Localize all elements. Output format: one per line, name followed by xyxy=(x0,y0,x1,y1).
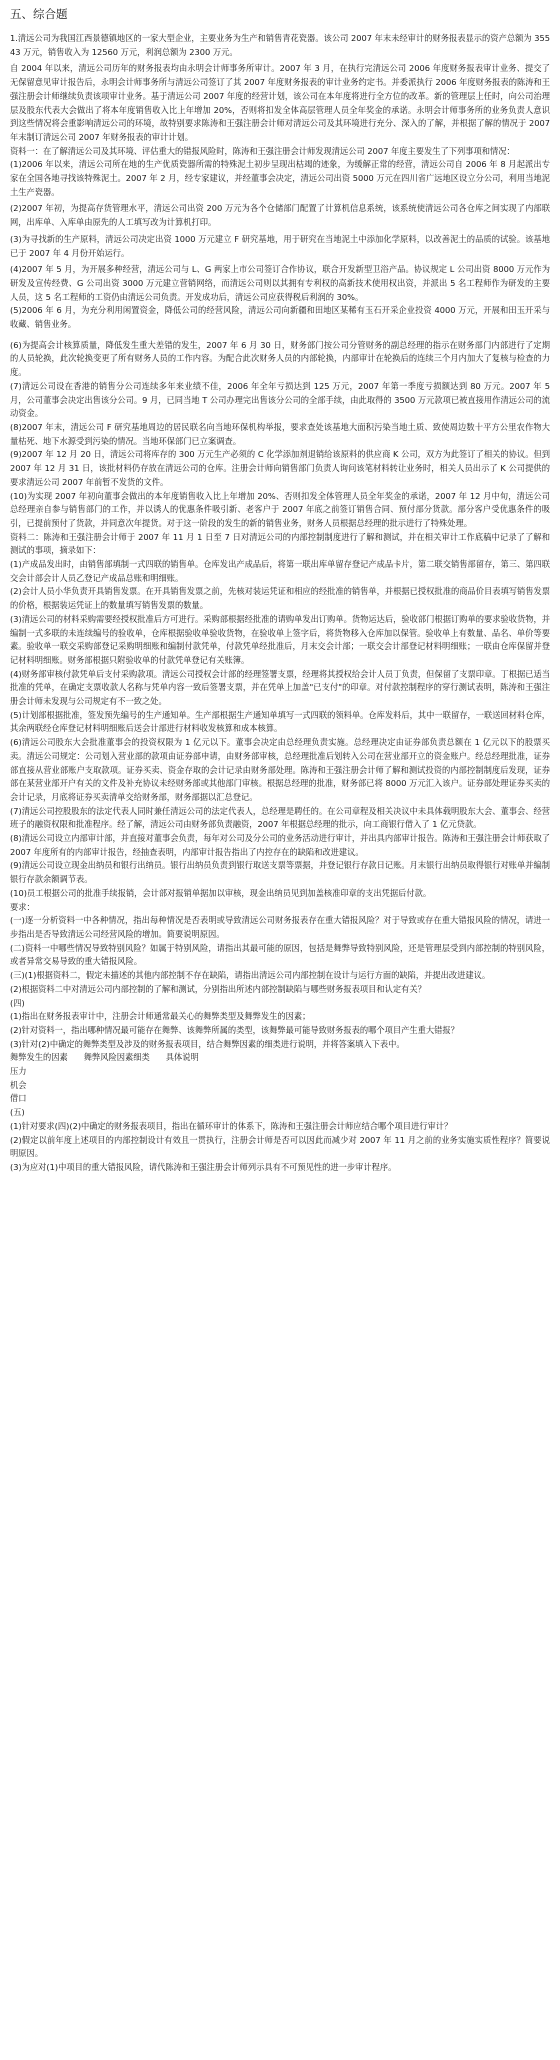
requirement-item: (三)(1)根据资料二，假定未描述的其他内部控制不存在缺陷，请指出清远公司内部控制在设计与运行方面的缺陷，并提出改进建议。 xyxy=(10,970,491,981)
material-one-item: (4)2007 年 5 月，为开展多种经营，清远公司与 L、G 两家上市公司签订合作协议，联合开发新型卫浴产品。协议规定 L 公司出资 8000 万元作为研发及宣传经费、G 公司出资 3000 万元建立营销网络，而清远公司则以其拥有专利权的高新技术使用权出资，并派出 5 名工程师作为研发的主要人员，这 5 名工程师的工资仍由清远公司负责。开发成功后，清远公司应获得税后利润的 30%。 xyxy=(10,264,550,302)
fraud-table-header-cell: 具体说明 xyxy=(165,1052,199,1063)
material-two-item: (4)财务部审核付款凭单后支付采购款项。清远公司授权会计部的经理签署支票，经理将其授权给会计人员丁负责，但保留了支票印章。丁根据已适当批准的凭单，在确定支票收款人名称与凭单内容一致后签署支票，并在凭单上加盖"已支付"的印章。对付款控制程序的穿行测试表明，陈涛和王强注册会计师未发现与公司规定有不一致之处。 xyxy=(10,668,550,707)
requirement-item: (1)指出在财务报表审计中，注册会计师通常最关心的舞弊类型及舞弊发生的因素； xyxy=(10,1011,311,1022)
material-two-item: (3)清远公司的材料采购需要经授权批准后方可进行。采购部根据经批准的请购单发出订购单。货物运达后，验收部门根据订购单的要求验收货物，并编制一式多联的未连续编号的验收单，仓库根据验收单验收货物，在验收单上签字后，将货物移入仓库加以保管。验收单上有数量、品名、单价等要素。验收单一联交采购部登记采购明细账和编制付款凭单，付款凭单经批准后，月末交会计部；一联交会计部登记材料明细账；一联由仓库保留并登记材料明细账。财务部根据只附验收单的付款凭单登记有关账簿。 xyxy=(10,613,550,665)
question-intro: 1.清远公司为我国江西景德镇地区的一家大型企业，主要业务为生产和销售青花瓷器。该公司 2007 年末未经审计的财务报表显示的资产总额为 35543 万元，销售收入为 12560 万元，利润总额为 2300 万元。 xyxy=(10,33,550,57)
fraud-table-row xyxy=(10,1065,550,1079)
material-one-item: (6)为提高会计核算质量，降低发生重大差错的发生，2007 年 6 月 30 日，财务部门按公司分管财务的副总经理的指示在财务部门内部进行了定期的人员轮换，此次轮换变更了所有财务人员的工作内容。为配合此次财务人员的内部轮换，内部审计在轮换后的连续三个月内加大了复核与检查的力度。 xyxy=(10,339,550,378)
material-one-item: (7)清远公司设在香港的销售分公司连续多年来业绩不佳，2006 年全年亏损达到 125 万元，2007 年第一季度亏损额达到 80 万元。2007 年 5 月，公司董事会决定出售该分公司。9 月，已同当地 T 公司办理完出售该分公司的全部手续，由此取得的 3500 万元款项已被直接用作清远公司的流动资金。 xyxy=(10,380,550,419)
requirement-item: (一)逐一分析资料一中各种情况，指出每种情况是否表明或导致清远公司财务报表存在重大错报风险？对于导致或存在重大错报风险的情况，请进一步指出是否导致清远公司经营风险的增加。简要说明原因。 xyxy=(10,915,550,939)
fraud-table-row-label: 借口 xyxy=(10,1093,27,1104)
material-one-item: (1)2006 年以来，清远公司所在地的生产优质瓷器所需的特殊泥土初步呈现出枯竭的迹象，为缓解正常的经营，清远公司自 2006 年 8 月起派出专家在全国各地寻找该特殊泥土。2007 年 2 月，经专家建议，并经董事会决定，清远公司出资 5000 万元在四川省广远地区设立分公司，利用当地泥土生产瓷器。 xyxy=(10,159,550,197)
material-two-item: (1)产成品发出时，由销售部填制一式四联的销售单。仓库发出产成品后，将第一联出库单留存登记产成品卡片，第二联交销售部留存，第三、第四联交会计部会计人员乙登记产成品总账和明细账。 xyxy=(10,559,550,583)
fraud-factor-table xyxy=(10,1051,550,1106)
background-paragraph: 自 2004 年以来，清远公司历年的财务报表均由永明会计师事务所审计。2007 年 3 月，在执行完清远公司 2006 年度财务报表审计业务、提交了无保留意见审计报告后，永明会计师事务所与清远公司签订了其 2007 年度财务报表的审计业务约定书。并委派执行 2006 年度财务报表的陈涛和王强注册会计师继续负责该项审计业务。基于清远公司 2007 年度的经营计划，该公司在本年度将进行全方位的改革。新的管理层上任时，向公司治理层及股东代表大会做出了将本年度销售收入比上年增加 20%，否则将扣发全体高层管理人员全年奖金的承诺。永明会计师事务所的业务负责人意识到这些情况将会重影响清远公司的环境，故特别要求陈涛和王强注册会计师对清远公司及其环境进行充分、深入的了解，并根据了解的情况于 2007 年末制订清远公司 2007 年财务报表的审计计划。 xyxy=(10,63,550,142)
requirement-heading-four: (四) xyxy=(10,997,25,1008)
material-two-item: (9)清远公司设立现金出纳员和银行出纳员。银行出纳员负责到银行取送支票等票据，并登记银行存款日记账。月末银行出纳员取得银行对账单并编制银行存款余额调节表。 xyxy=(10,860,550,885)
part-five-item: (1)针对要求(四)(2)中确定的财务报表项目，指出在循环审计的体系下，陈涛和王强注册会计师应结合哪个项目进行审计？ xyxy=(10,1120,453,1131)
material-two-heading: 资料二：陈涛和王强注册会计师于 2007 年 11 月 1 日至 7 日对清远公司的内部控制制度进行了解和测试，并在相关审计工作底稿中记录了了解和测试的事项，摘录如下： xyxy=(10,531,550,556)
part-five-item: (3)为应对(1)中项目的重大错报风险，请代陈涛和王强注册会计师列示具有不可预见性的进一步审计程序。 xyxy=(10,1161,397,1172)
material-two-item: (10)员工根据公司的批准手续报销，会计部对报销单据加以审核，现金出纳员见到加盖核准印章的支出凭据后付款。 xyxy=(10,887,432,898)
material-two-item: (5)计划部根据批准，签发预先编号的生产通知单。生产部根据生产通知单填写一式四联的领料单。仓库发料后，其中一联留存，一联送回材料仓库，其余两联经仓库登记材料明细账后送会计部进行材料收发核算和成本核算。 xyxy=(10,709,550,734)
material-one-item: (3)为寻找新的生产原料，清远公司决定出资 1000 万元建立 F 研究基地，用于研究在当地泥土中添加化学原料，以改善泥土的品质的试验。该基地已于 2007 年 4 月份开始运行。 xyxy=(10,233,550,258)
material-two-item: (2)会计人员小华负责开具销售发票。在开具销售发票之前，先核对装运凭证和相应的经批准的销售单，并根据已授权批准的商品价目表填写销售发票的价格，根据装运凭证上的数量填写销售发票的数量。 xyxy=(10,586,550,611)
requirement-item: (3)针对(2)中确定的舞弊类型及涉及的财务报表项目，结合舞弊因素的细类进行说明，并将答案填入下表中。 xyxy=(10,1038,405,1049)
material-one-heading: 资料一：在了解清远公司及其环境、评估重大的错报风险时，陈涛和王强注册会计师发现清远公司 2007 年度主要发生了下列事项和情况： xyxy=(10,145,515,156)
requirements-heading: 要求： xyxy=(10,901,35,912)
fraud-table-header xyxy=(10,1051,550,1065)
fraud-table-row-label: 机会 xyxy=(10,1079,27,1090)
fraud-table-row-label: 压力 xyxy=(10,1066,27,1077)
requirement-item: (二)资料一中哪些情况导致特别风险？如属于特别风险，请指出其最可能的原因，包括是舞弊导致特别风险，还是管理层受到内部控制的特别风险，或者异常交易导致的重大错报风险。 xyxy=(10,942,550,967)
material-one-item: (10)为实现 2007 年初向董事会做出的本年度销售收入比上年增加 20%、否则扣发全体管理人员全年奖金的承诺，2007 年 12 月中旬，清远公司总经理亲自参与销售部门的工作，并以诱人的优惠条件吸引新、老客户于 2007 年底之前签订销售合同、预付部分货款。部分客户受优惠条件的吸引，已提前预付了货款，并同意次年提货。对于这一阶段的发生的新的销售业务，财务人员根据总经理的批示进行了特殊处理。 xyxy=(10,490,550,528)
part-five-heading: (五) xyxy=(10,1107,25,1118)
material-one-item: (5)2006 年 6 月，为充分利用闲置资金，降低公司的经营风险，清远公司向新疆和田地区某稀有玉石开采企业投资 4000 万元，开展和田玉开采与收藏、销售业务。 xyxy=(10,305,550,330)
fraud-table-header-cell: 舞弊风险因素细类 xyxy=(83,1052,150,1063)
material-one-item: (9)2007 年 12 月 20 日，清远公司将库存的 300 万元生产必须的 C 化学添加剂退销给该原料的供应商 K 公司，双方为此签订了相关的协议。但到 2007 年 12 月 31 日，该批材料仍存放在清远公司的仓库。注册会计师向销售部门负责人询问该笔材料转让业务时，相关人员出示了 K 公司提供的要求清远公司 2007 年前暂不发货的文件。 xyxy=(10,449,550,487)
material-one-item: (8)2007 年末，清远公司 F 研究基地周边的居民联名向当地环保机构举报，要求查处该基地大面积污染当地土质、致使周边数十平方公里农作物大量枯死、地下水源受到污染的情况。当地环保部门已立案调查。 xyxy=(10,421,550,446)
material-two-item: (8)清远公司设立内部审计部，并直接对董事会负责，每年对公司及分公司的业务活动进行审计，并出具内部审计报告。陈涛和王强注册会计师获取了 2007 年度所有的内部审计报告，经抽查表明，内部审计报告指出了内控存在的缺陷和改进建议。 xyxy=(10,833,550,857)
fraud-table-row xyxy=(10,1079,550,1093)
requirement-item: (2)根据资料二中对清远公司内部控制的了解和测试，分别指出所述内部控制缺陷与哪些财务报表项目和认定有关？ xyxy=(10,983,426,994)
material-two-item: (7)清远公司控股股东的法定代表人同时兼任清远公司的法定代表人，总经理是聘任的。在公司章程及相关决议中未具体载明股东大会、董事会、经营班子的融资权限和批准程序。经了解，清远公司由财务部负责融资，2007 年根据总经理的批示，向工商银行借入了 1 亿元贷款。 xyxy=(10,805,550,830)
material-two-item: (6)清远公司股东大会批准董事会的投资权限为 1 亿元以下。董事会决定由总经理负责实施。总经理决定由证券部负责总额在 1 亿元以下的股票买卖。清远公司规定：公司划入营业部的款项由证券部申请，由财务部审核，总经理批准后划转入公司在营业部开立的资金账户。经总经理批准，证券部直接从营业部账户支取款项。证券买卖、资金存取的会计记录由财务部处理。陈涛和王强注册会计师了解和测试投资的内部控制制度后发现，证券部在某营业部开户有关的文件及补充协议未经财务部或其他部门审核。根据总经理的批准，财务部已将 8000 万元汇入该户。证券部处理证券买卖的会计记录，月底将证券买卖清单交给财务部，财务部据以汇总登记。 xyxy=(10,737,550,802)
requirement-item: (2)针对资料一，指出哪种情况最可能存在舞弊、该舞弊所属的类型，该舞弊最可能导致财务报表的哪个项目产生重大错报？ xyxy=(10,1024,459,1035)
fraud-table-header-cell: 舞弊发生的因素 xyxy=(10,1052,68,1063)
section-title: 五、综合题 xyxy=(10,7,68,21)
fraud-table-row xyxy=(10,1092,550,1106)
part-five-item: (2)假定以前年度上述项目的内部控制设计有效且一贯执行，注册会计师是否可以因此而减少对 2007 年 11 月之前的业务实施实质性程序？简要说明原因。 xyxy=(10,1134,550,1159)
material-one-item: (2)2007 年初，为提高存货管理水平，清远公司出资 200 万元为各个仓储部门配置了计算机信息系统，该系统使清远公司各仓库之间实现了内部联网，出库单、入库单由原先的人工填写改为计算机打印。 xyxy=(10,203,550,228)
